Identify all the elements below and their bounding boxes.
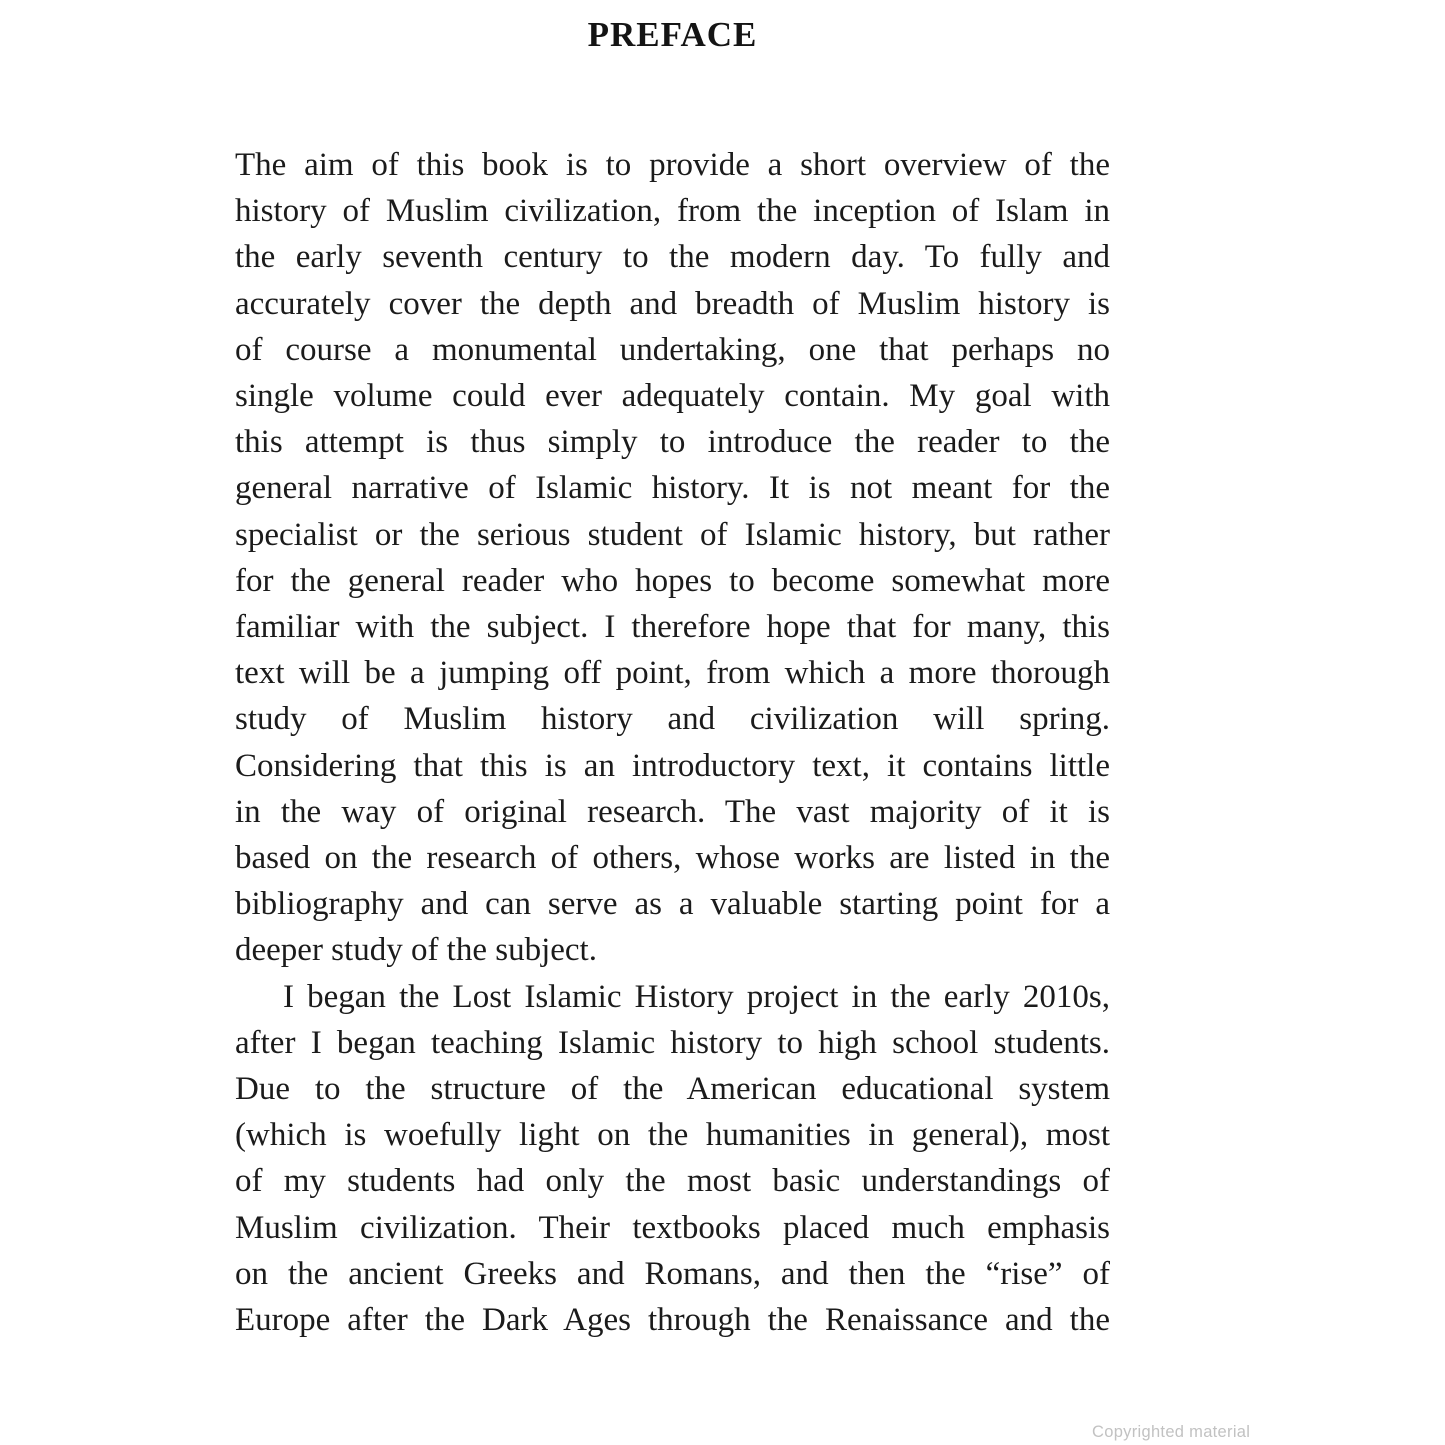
- paragraph-1: [235, 142, 1110, 974]
- text-line: bibliography and can serve as a valuable starting point for a: [235, 886, 1110, 923]
- text-line: the early seventh century to the modern day. To fully and: [235, 239, 1110, 276]
- text-line: Europe after the Dark Ages through the Renaissance and the: [235, 1302, 1110, 1339]
- text-line: deeper study of the subject.: [235, 932, 597, 969]
- page-title: PREFACE: [587, 15, 758, 55]
- text-line: on the ancient Greeks and Romans, and then the “rise” of: [235, 1255, 1110, 1292]
- text-line: for the general reader who hopes to become somewhat more: [235, 562, 1110, 599]
- text-line: study of Muslim history and civilization will spring.: [235, 701, 1110, 738]
- text-line: Due to the structure of the American educational system: [235, 1071, 1110, 1108]
- text-line: single volume could ever adequately contain. My goal with: [235, 378, 1110, 415]
- text-line: accurately cover the depth and breadth of Muslim history is: [235, 285, 1110, 322]
- text-line: after I began teaching Islamic history to high school students.: [235, 1024, 1110, 1061]
- text-line: of course a monumental undertaking, one that perhaps no: [235, 331, 1110, 368]
- text-line: Muslim civilization. Their textbooks placed much emphasis: [235, 1209, 1110, 1246]
- text-line: Considering that this is an introductory text, it contains little: [235, 747, 1110, 784]
- paragraph-2: [235, 974, 1110, 1344]
- text-line: familiar with the subject. I therefore hope that for many, this: [235, 609, 1110, 646]
- text-line: text will be a jumping off point, from which a more thorough: [235, 655, 1110, 692]
- text-line: I began the Lost Islamic History project in the early 2010s,: [283, 978, 1110, 1015]
- text-line: based on the research of others, whose works are listed in the: [235, 840, 1110, 877]
- text-line: specialist or the serious student of Islamic history, but rather: [235, 516, 1110, 553]
- text-line: this attempt is thus simply to introduce the reader to the: [235, 424, 1110, 461]
- text-line: general narrative of Islamic history. It is not meant for the: [235, 470, 1110, 507]
- text-line: The aim of this book is to provide a short overview of the: [235, 147, 1110, 183]
- text-line: in the way of original research. The vast majority of it is: [235, 793, 1110, 830]
- preface-body: [235, 142, 1110, 1343]
- text-line: (which is woefully light on the humanities in general), most: [235, 1117, 1110, 1154]
- copyright-watermark: Copyrighted material: [1092, 1423, 1251, 1441]
- text-line: history of Muslim civilization, from the inception of Islam in: [235, 193, 1110, 230]
- text-line: of my students had only the most basic understandings of: [235, 1163, 1110, 1200]
